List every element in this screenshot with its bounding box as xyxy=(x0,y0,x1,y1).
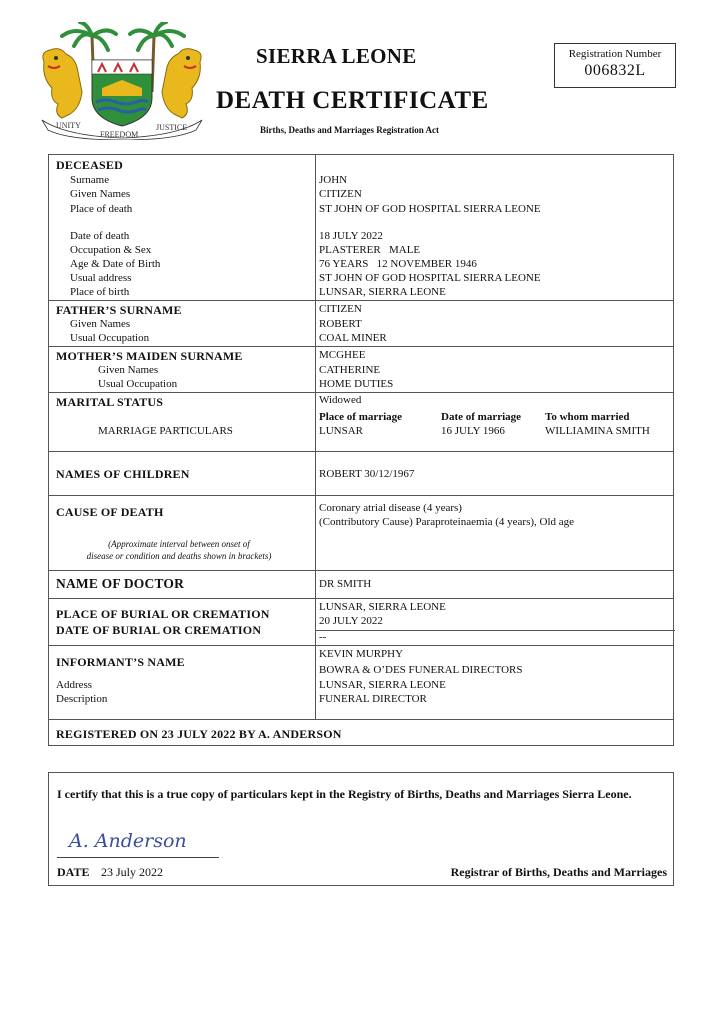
father-occupation-label: Usual Occupation xyxy=(70,332,150,344)
father-occupation-value: COAL MINER xyxy=(319,332,387,344)
surname-label: Surname xyxy=(70,174,110,186)
informant-description-label: Description xyxy=(56,693,108,705)
cell-divider xyxy=(315,630,675,631)
motto-unity: UNITY xyxy=(56,121,81,130)
row-divider xyxy=(49,346,673,347)
given-names-label: Given Names xyxy=(70,188,131,200)
row-divider xyxy=(49,300,673,301)
row-divider xyxy=(49,451,673,452)
informant-description-value: FUNERAL DIRECTOR xyxy=(319,693,427,705)
act-reference: Births, Deaths and Marriages Registration Act xyxy=(260,125,439,135)
motto-freedom: FREEDOM xyxy=(100,130,139,139)
given-names-value: CITIZEN xyxy=(319,188,362,200)
signature-text: A. Anderson xyxy=(69,830,187,852)
usual-address-value: ST JOHN OF GOD HOSPITAL SIERRA LEONE xyxy=(319,272,541,284)
children-heading: NAMES OF CHILDREN xyxy=(56,467,190,481)
age-dob-label: Age & Date of Birth xyxy=(70,258,161,270)
certification-box xyxy=(48,772,674,886)
children-value: ROBERT 30/12/1967 xyxy=(319,468,415,480)
burial-place-heading: PLACE OF BURIAL OR CREMATION xyxy=(56,607,270,621)
mother-heading: MOTHER’S MAIDEN SURNAME xyxy=(56,349,243,363)
to-whom-married-value: WILLIAMINA SMITH xyxy=(545,425,650,437)
burial-place-value: LUNSAR, SIERRA LEONE xyxy=(319,601,446,613)
informant-company-value: BOWRA & O’DES FUNERAL DIRECTORS xyxy=(319,664,523,676)
place-of-birth-value: LUNSAR, SIERRA LEONE xyxy=(319,286,446,298)
date-of-death-label: Date of death xyxy=(70,230,130,242)
row-divider xyxy=(49,570,673,571)
deceased-heading: DECEASED xyxy=(56,158,123,172)
doctor-value: DR SMITH xyxy=(319,578,372,590)
cause-line-2: (Contributory Cause) Paraproteinaemia (4 years), Old age xyxy=(319,516,575,528)
certification-statement: I certify that this is a true copy of particulars kept in the Registry of Births, Deaths and Marriages Sierra Leone. xyxy=(57,787,632,801)
informant-heading: INFORMANT’S NAME xyxy=(56,655,185,669)
marital-status-heading: MARITAL STATUS xyxy=(56,395,164,409)
document-title: DEATH CERTIFICATE xyxy=(216,87,489,114)
date-of-marriage-header: Date of marriage xyxy=(441,411,522,423)
marriage-particulars-label: MARRIAGE PARTICULARS xyxy=(98,425,233,437)
registered-statement: REGISTERED ON 23 JULY 2022 BY A. ANDERSON xyxy=(56,727,342,741)
place-of-marriage-header: Place of marriage xyxy=(319,411,403,423)
coat-of-arms-emblem xyxy=(36,22,208,140)
signature-line xyxy=(57,857,219,858)
surname-value: JOHN xyxy=(319,174,348,186)
occupation-sex-label: Occupation & Sex xyxy=(70,244,152,256)
occupation-sex-value: PLASTERER MALE xyxy=(319,244,421,256)
burial-date-heading: DATE OF BURIAL OR CREMATION xyxy=(56,623,262,637)
lion-left-icon xyxy=(43,49,82,118)
row-divider xyxy=(49,645,673,646)
registration-number-value: 006832L xyxy=(584,62,646,79)
cause-note-line-2: disease or condition and deaths shown in brackets) xyxy=(86,551,272,561)
father-heading: FATHER’S SURNAME xyxy=(56,303,182,317)
father-surname-value: CITIZEN xyxy=(319,303,362,315)
marital-status-value: Widowed xyxy=(319,394,362,406)
cause-note-line-1: (Approximate interval between onset of xyxy=(108,539,250,549)
mother-surname-value: MCGHEE xyxy=(319,349,366,361)
date-of-marriage-value: 16 JULY 1966 xyxy=(441,425,505,437)
registrar-title: Registrar of Births, Deaths and Marriages xyxy=(450,865,667,879)
burial-extra-value: -- xyxy=(319,631,327,643)
place-of-marriage-value: LUNSAR xyxy=(319,425,364,437)
informant-name-value: KEVIN MURPHY xyxy=(319,648,404,660)
row-divider xyxy=(49,598,673,599)
row-divider xyxy=(49,392,673,393)
informant-address-value: LUNSAR, SIERRA LEONE xyxy=(319,679,446,691)
lion-right-icon xyxy=(162,49,201,118)
registration-number-box xyxy=(554,43,676,88)
informant-address-label: Address xyxy=(56,679,93,691)
particulars-table xyxy=(48,154,674,746)
usual-address-label: Usual address xyxy=(70,272,132,284)
column-divider xyxy=(315,155,316,719)
cause-heading: CAUSE OF DEATH xyxy=(56,505,164,519)
shield-icon xyxy=(92,60,152,126)
place-of-birth-label: Place of birth xyxy=(70,286,130,298)
age-dob-value: 76 YEARS 12 NOVEMBER 1946 xyxy=(319,258,477,270)
place-of-death-label: Place of death xyxy=(70,203,133,215)
row-divider xyxy=(49,495,673,496)
mother-occupation-label: Usual Occupation xyxy=(98,378,178,390)
registrar-signature xyxy=(63,825,223,857)
father-given-names-value: ROBERT xyxy=(319,318,362,330)
mother-occupation-value: HOME DUTIES xyxy=(319,378,394,390)
mother-given-names-value: CATHERINE xyxy=(319,364,381,376)
burial-date-value: 20 JULY 2022 xyxy=(319,615,383,627)
cause-line-1: Coronary atrial disease (4 years) xyxy=(319,502,462,514)
country-name: SIERRA LEONE xyxy=(256,44,417,68)
motto-justice: JUSTICE xyxy=(156,123,188,132)
mother-given-names-label: Given Names xyxy=(98,364,159,376)
certification-date-label: DATE xyxy=(57,865,90,879)
row-divider xyxy=(49,719,673,720)
doctor-heading: NAME OF DOCTOR xyxy=(56,576,185,591)
father-given-names-label: Given Names xyxy=(70,318,131,330)
certification-date-value: 23 July 2022 xyxy=(101,865,164,879)
to-whom-married-header: To whom married xyxy=(545,411,630,423)
registration-number-label: Registration Number xyxy=(568,48,662,60)
place-of-death-value: ST JOHN OF GOD HOSPITAL SIERRA LEONE xyxy=(319,203,541,215)
date-of-death-value: 18 JULY 2022 xyxy=(319,230,383,242)
